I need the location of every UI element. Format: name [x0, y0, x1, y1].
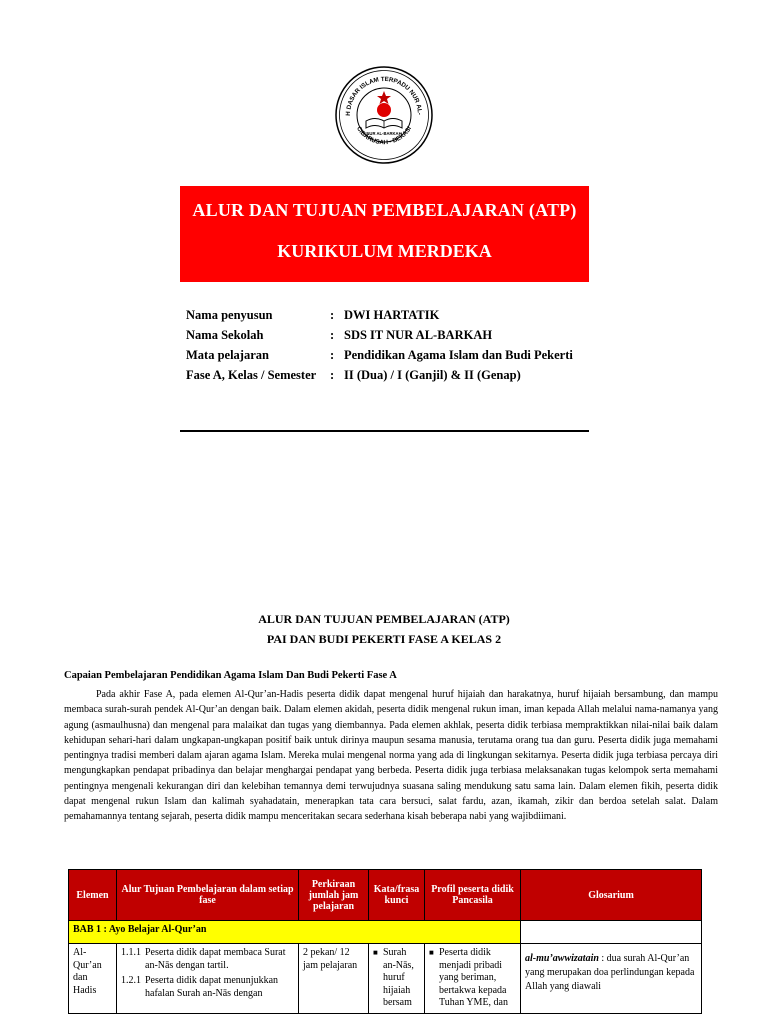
- header-elemen: Elemen: [69, 870, 117, 921]
- doc-subtitle: PAI DAN BUDI PEKERTI FASE A KELAS 2: [266, 632, 502, 646]
- bullet-icon: ■: [429, 948, 434, 957]
- glosarium-definition: : dua surah Al-Qur’an yang merupakan doa perlindungan kepada Allah yang diawali: [525, 953, 695, 992]
- kata-text: Surah an-Nās, huruf hijaiah bersam: [383, 947, 414, 1008]
- info-value: DWI HARTATIK: [344, 308, 440, 322]
- tp-text: Peserta didik dapat membaca Surat an-Nās dengan tartil.: [145, 947, 286, 971]
- cell-profil: [425, 944, 521, 1014]
- cell-kata: [369, 944, 425, 1014]
- kata-bullet: [373, 947, 420, 1010]
- info-colon: :: [330, 368, 335, 382]
- tp-number: 1.1.1: [121, 947, 141, 958]
- info-label: Fase A, Kelas / Semester: [186, 368, 317, 382]
- banner-subtitle: KURIKULUM MERDEKA: [277, 241, 492, 261]
- cell-tp: [117, 944, 299, 1014]
- info-value: II (Dua) / I (Ganjil) & II (Genap): [344, 368, 521, 382]
- capaian-body: Pada akhir Fase A, pada elemen Al-Qur’an-Hadis peserta didik dapat mengenal huruf hijaiah dan harakatnya, huruf hijaiah bersambung, dan mampu membaca surah-surah pendek Al-Qur’an dengan baik. Dalam elemen akidah, peserta didik mengenal rukun iman, iman kepada Allah melalui nama-namanya yang agung (asmaulhusna) dan mengenal para malaikat dan tugas yang diembannya. Pada elemen akhlak, peserta didik terbiasa mempraktikkan nilai-nilai baik dalam kehidupan sehari-hari dalam ungkapan-ungkapan positif baik untuk dirinya maupun sesama manusia, terutama orang tua dan guru. Peserta didik juga memahami pentingnya tradisi memberi dalam ajaran agama Islam. Mereka mulai mengenal norma yang ada di lingkungan sekitarnya. Peserta didik juga terbiasa percaya diri mengungkapkan pendapat pribadinya dan belajar menghargai pendapat yang berbeda. Peserta didik juga terbiasa melaksanakan tugas kelompok serta memahami pentingnya mengenali kekurangan diri dan kelebihan temannya demi terwujudnya suasana saling mendukung satu sama lain. Dalam elemen fikih, peserta didik dapat mengenal rukun Islam dan kalimah syahadatain, menerapkan tata cara bersuci, salat fardu, azan, ikamah, zikir dan berdoa setelah salat. Dalam pemahamannya tentang sejarah, peserta didik mampu menceritakan secara sederhana kisah beberapa nabi yang wajibdiimani.: [64, 689, 718, 823]
- atp-table: [68, 869, 702, 1014]
- header-alur: Alur Tujuan Pembelajaran dalam setiap fase: [117, 870, 299, 921]
- profil-bullet: [429, 947, 516, 1010]
- bab-row: [69, 921, 702, 944]
- bab-blank-cell: [521, 921, 702, 944]
- identity-info: [180, 282, 589, 432]
- table-row: [69, 944, 702, 1014]
- header-profil: Profil peserta didik Pancasila: [425, 870, 521, 921]
- glosarium-term: al-mu’awwizatain: [525, 953, 599, 964]
- logo-inner-text: NUR AL-BARKAH: [366, 131, 402, 136]
- cell-jam: 2 pekan/ 12 jam pelajaran: [299, 944, 369, 1014]
- header-kata: Kata/frasa kunci: [369, 870, 425, 921]
- header-glosarium: Glosarium: [521, 870, 702, 921]
- logo-ring-text-top: H DASAR ISLAM TERPADU NUR AL-: [344, 75, 424, 116]
- info-value: SDS IT NUR AL-BARKAH: [344, 328, 493, 342]
- tp-text: Peserta didik dapat menunjukkan hafalan Surah an-Nās dengan: [145, 975, 279, 999]
- header-jam: Perkiraan jumlah jam pelajaran: [299, 870, 369, 921]
- info-colon: :: [330, 348, 335, 362]
- info-value: Pendidikan Agama Islam dan Budi Pekerti: [344, 348, 573, 362]
- info-label: Mata pelajaran: [186, 348, 269, 362]
- capaian-heading: Capaian Pembelajaran Pendidikan Agama Islam Dan Budi Pekerti Fase A: [64, 670, 397, 681]
- table-header-row: [69, 870, 702, 921]
- info-label: Nama penyusun: [186, 308, 273, 322]
- tp-item: [121, 947, 294, 972]
- tp-number: 1.2.1: [121, 975, 141, 986]
- logo-ring-text-bottom: CIBARUSAH - BEKASI: [355, 125, 413, 147]
- school-logo-emblem: [334, 65, 434, 165]
- profil-text: Peserta didik menjadi pribadi yang beriman, bertakwa kepada Tuhan YME, dan: [439, 947, 508, 1008]
- doc-title: ALUR DAN TUJUAN PEMBELAJARAN (ATP): [258, 612, 510, 626]
- tp-item: [121, 975, 294, 1000]
- bab-title: BAB 1 : Ayo Belajar Al-Qur’an: [69, 921, 521, 944]
- info-label: Nama Sekolah: [186, 328, 264, 342]
- banner-title: ALUR DAN TUJUAN PEMBELAJARAN (ATP): [192, 200, 577, 220]
- info-colon: :: [330, 328, 335, 342]
- info-colon: :: [330, 308, 335, 322]
- school-logo: [334, 65, 434, 165]
- title-banner: [180, 186, 589, 282]
- sun-icon: [377, 103, 391, 117]
- cell-elemen: Al-Qur’an dan Hadis: [69, 944, 117, 1014]
- bullet-icon: ■: [373, 948, 378, 957]
- cell-glosarium: [521, 944, 702, 1014]
